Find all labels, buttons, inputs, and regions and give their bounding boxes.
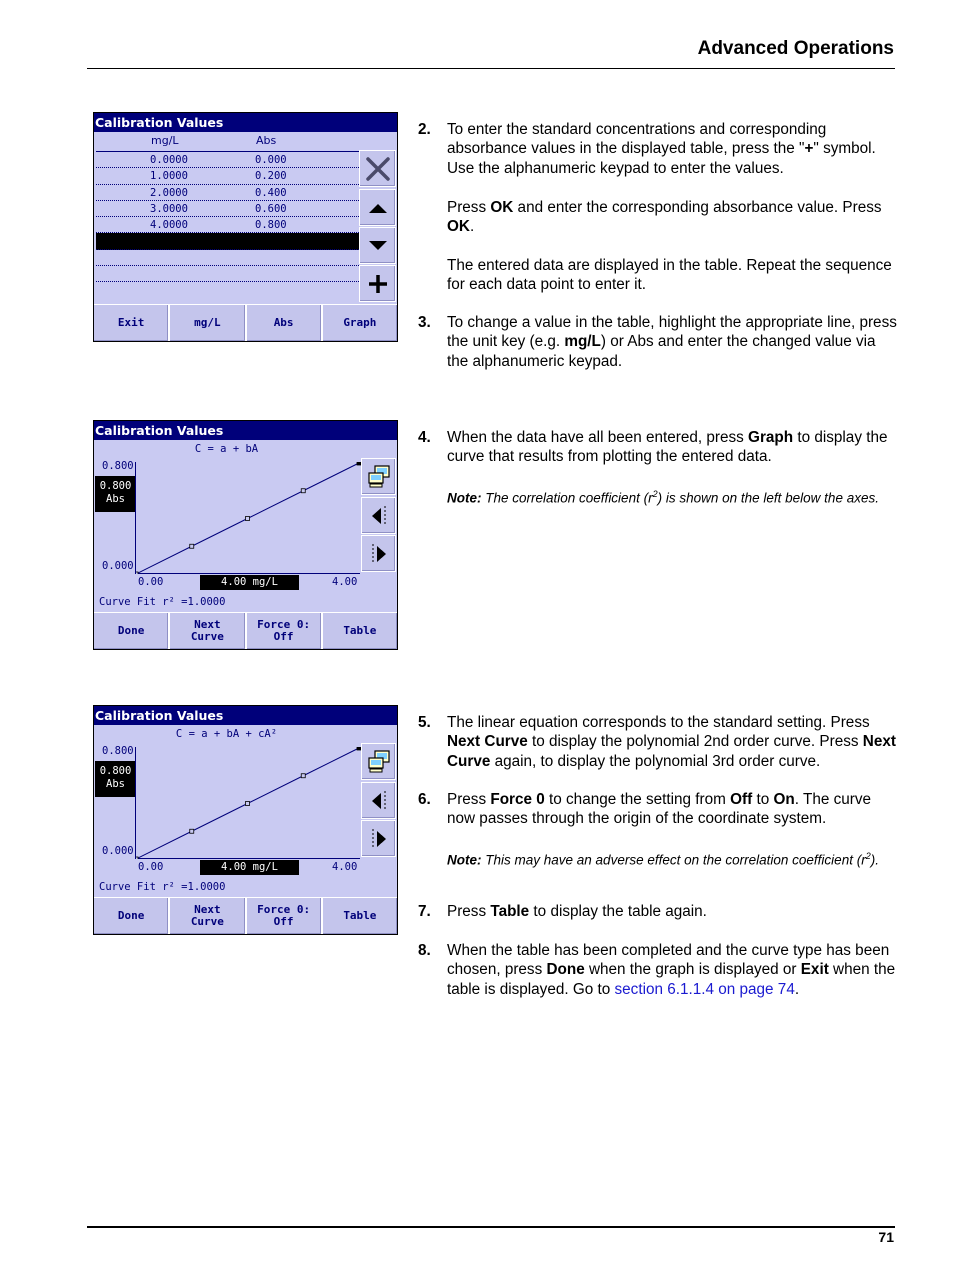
delete-button[interactable] [359, 150, 396, 187]
column-header-conc: mg/L [151, 134, 179, 147]
text: . The curve now passes through the origin of the coordinate system. [447, 791, 872, 828]
text: The linear equation corresponds to the standard setting. Press [447, 714, 870, 731]
text: Press [447, 903, 491, 920]
step-8 [418, 941, 898, 999]
header-rule [87, 68, 895, 69]
table-button[interactable]: Table [323, 898, 397, 934]
step-paragraph [447, 198, 898, 237]
data-point [301, 489, 305, 493]
step-paragraph [447, 120, 898, 178]
text: This may have an adverse effect on the correlation coefficient (r [481, 852, 866, 868]
note [447, 486, 898, 507]
page-number: 71 [878, 1229, 894, 1245]
cell-conc: 0.0000 [150, 154, 188, 166]
emphasis: OK [490, 198, 514, 216]
note-label: Note: [447, 852, 482, 868]
note [447, 848, 898, 869]
computer-icon [366, 749, 392, 775]
text: to display the curve that results from plotting the entered data. [447, 429, 888, 466]
y-axis-top-label: 0.800 [102, 460, 134, 472]
step-number: 5. [418, 714, 431, 731]
emphasis: Exit [800, 961, 829, 979]
text: The correlation coefficient (r [481, 490, 653, 506]
step-5 [418, 713, 898, 771]
table-row-empty[interactable] [96, 266, 359, 282]
force-zero-button[interactable]: Force 0: Off [247, 613, 323, 649]
cell-abs: 0.600 [255, 202, 287, 215]
data-point [246, 802, 250, 806]
emphasis: Graph [748, 429, 794, 446]
table-row[interactable] [96, 185, 359, 201]
text: to display the polynomial 2nd order curve. Press [527, 733, 863, 751]
calibration-plot [135, 747, 360, 859]
text: ) or Abs and enter the changed value via the alphanumeric keypad. [447, 333, 876, 370]
exit-button[interactable]: Exit [94, 305, 170, 341]
table-row[interactable] [96, 217, 359, 233]
y-axis-bottom-label: 0.000 [102, 845, 134, 857]
calibration-plot [135, 462, 360, 574]
text: when the table is displayed. Go to [447, 961, 896, 998]
y-readout-unit: Abs [106, 493, 125, 505]
data-point [246, 517, 250, 521]
add-row-button[interactable] [359, 265, 396, 302]
step-paragraph [447, 790, 898, 829]
text: ). [870, 852, 879, 868]
emphasis: Next Curve [447, 733, 896, 770]
x-axis-left-label: 0.00 [138, 576, 164, 588]
y-readout-unit: Abs [106, 778, 125, 790]
cursor-right-button[interactable] [361, 820, 396, 857]
text: . [469, 218, 475, 236]
cell-conc: 3.0000 [150, 202, 188, 215]
calibration-graph-screen-linear [93, 420, 398, 650]
calibration-graph-screen-polynomial [93, 705, 398, 935]
step-2 [418, 120, 898, 295]
done-button[interactable]: Done [94, 613, 170, 649]
arrow-right-icon [369, 543, 389, 565]
page-header-title: Advanced Operations [697, 38, 894, 59]
text: When the table has been completed and the curve type has been chosen, press [447, 942, 890, 979]
emphasis: OK [447, 218, 470, 236]
step-paragraph: The entered data are displayed in the table. Repeat the sequence for each data point to enter it. [447, 256, 892, 294]
text: Press [447, 791, 491, 808]
cursor-right-button[interactable] [361, 535, 396, 572]
step-3 [418, 313, 898, 371]
emphasis: + [804, 140, 814, 158]
text: When the data have all been entered, press [447, 429, 749, 446]
emphasis: Off [730, 791, 753, 808]
step-4 [418, 428, 898, 507]
softkey-bar [94, 897, 397, 934]
y-axis-bottom-label: 0.000 [102, 560, 134, 572]
cell-abs: 0.400 [255, 186, 287, 199]
scroll-down-button[interactable] [359, 227, 396, 264]
text: when the graph is displayed or [584, 961, 801, 979]
screen-title: Calibration Values [94, 706, 397, 725]
softkey-bar [94, 304, 397, 341]
x-axis-left-label: 0.00 [138, 861, 164, 873]
step-paragraph [447, 902, 898, 921]
y-readout-value: 0.800 [99, 765, 132, 777]
calibration-curve-chart [136, 747, 361, 859]
text: to change the setting from [544, 791, 731, 808]
text: " symbol. Use the alphanumeric keypad to enter the values. [447, 140, 876, 177]
step-6 [418, 790, 898, 869]
x-axis-right-label: 4.00 [332, 576, 358, 588]
emphasis: Next Curve [447, 733, 528, 751]
text: Press [447, 198, 491, 216]
y-readout-box [95, 476, 136, 512]
arrow-left-icon [369, 505, 389, 527]
table-row-selected[interactable] [96, 233, 359, 249]
arrow-left-icon [369, 790, 389, 812]
footer-rule [87, 1226, 895, 1228]
text: and enter the corresponding absorbance value. Press [513, 198, 882, 216]
table-row[interactable] [96, 168, 359, 184]
calibration-table-screen [93, 112, 398, 342]
text: To enter the standard concentrations and corresponding absorbance values in the displayed table, press the " [447, 121, 827, 158]
data-point [301, 774, 305, 778]
data-point [190, 544, 194, 548]
text: To change a value in the table, highlight the appropriate line, press the unit key (e.g. [447, 314, 897, 351]
table-button[interactable]: Table [323, 613, 397, 649]
column-header-abs: Abs [256, 134, 277, 147]
force-zero-button[interactable]: Force 0: Off [247, 898, 323, 934]
step-paragraph [447, 713, 898, 771]
table-row[interactable] [96, 201, 359, 217]
cursor-left-button[interactable] [361, 497, 396, 534]
curve-equation: C = a + bA [194, 443, 259, 455]
calibration-table [96, 151, 359, 282]
softkey-bar [94, 612, 397, 649]
step-paragraph [447, 941, 898, 999]
data-point [190, 829, 194, 833]
cell-abs: 0.800 [255, 219, 287, 232]
curve-equation: C = a + bA + cA² [175, 728, 278, 740]
curve-fit-readout: Curve Fit r² =1.0000 [99, 596, 226, 608]
abs-unit-button[interactable]: Abs [247, 305, 323, 341]
cell-abs: 0.200 [255, 170, 287, 183]
cursor-left-button[interactable] [361, 782, 396, 819]
emphasis: Table [490, 903, 530, 920]
emphasis: Done [546, 961, 585, 979]
plus-icon [367, 273, 389, 295]
cell-conc: 2.0000 [150, 186, 188, 199]
mgl-unit-button[interactable]: mg/L [170, 305, 246, 341]
superscript: 2 [652, 489, 658, 500]
data-point [136, 572, 138, 574]
cell-abs: 0.000 [255, 154, 287, 166]
x-axis-right-label: 4.00 [332, 861, 358, 873]
next-curve-button[interactable]: Next Curve [170, 898, 246, 934]
step-number: 2. [418, 121, 431, 138]
done-button[interactable]: Done [94, 898, 170, 934]
x-readout-box: 4.00 mg/L [200, 860, 299, 875]
data-cursor-button[interactable] [361, 743, 396, 780]
curve-fit-readout: Curve Fit r² =1.0000 [99, 881, 226, 893]
y-readout-box [95, 761, 136, 797]
next-curve-button[interactable]: Next Curve [170, 613, 246, 649]
text: . [794, 980, 800, 998]
arrow-up-icon [368, 202, 388, 214]
text: ) is shown on the left below the axes. [657, 490, 879, 506]
step-7 [418, 902, 898, 921]
arrow-down-icon [368, 240, 388, 252]
text: to [752, 791, 774, 808]
arrow-right-icon [369, 828, 389, 850]
x-readout-box: 4.00 mg/L [200, 575, 299, 590]
step-number: 6. [418, 791, 431, 808]
table-row-empty[interactable] [96, 250, 359, 266]
emphasis: Force 0 [490, 791, 545, 808]
data-cursor-button[interactable] [361, 458, 396, 495]
screen-title: Calibration Values [94, 113, 397, 132]
y-axis-top-label: 0.800 [102, 745, 134, 757]
emphasis: mg/L [564, 333, 601, 351]
step-number: 8. [418, 942, 431, 959]
step-number: 3. [418, 314, 431, 331]
step-paragraph [447, 313, 898, 371]
cell-conc: 1.0000 [150, 170, 188, 183]
cell-conc: 4.0000 [150, 219, 188, 232]
y-readout-value: 0.800 [99, 480, 132, 492]
section-link[interactable]: section 6.1.1.4 on page 74 [614, 980, 795, 998]
step-number: 7. [418, 903, 431, 920]
computer-icon [366, 464, 392, 490]
graph-button[interactable]: Graph [323, 305, 397, 341]
table-row[interactable] [96, 152, 359, 168]
data-point [136, 857, 138, 859]
step-number: 4. [418, 429, 431, 446]
delete-x-icon [364, 155, 392, 183]
note-label: Note: [447, 490, 482, 506]
screen-title: Calibration Values [94, 421, 397, 440]
step-paragraph [447, 428, 898, 467]
text: again, to display the polynomial 3rd order curve. [490, 752, 821, 770]
calibration-curve-chart [136, 462, 361, 574]
text: to display the table again. [529, 903, 707, 920]
emphasis: On [773, 791, 795, 808]
scroll-up-button[interactable] [359, 189, 396, 226]
superscript: 2 [865, 851, 871, 862]
